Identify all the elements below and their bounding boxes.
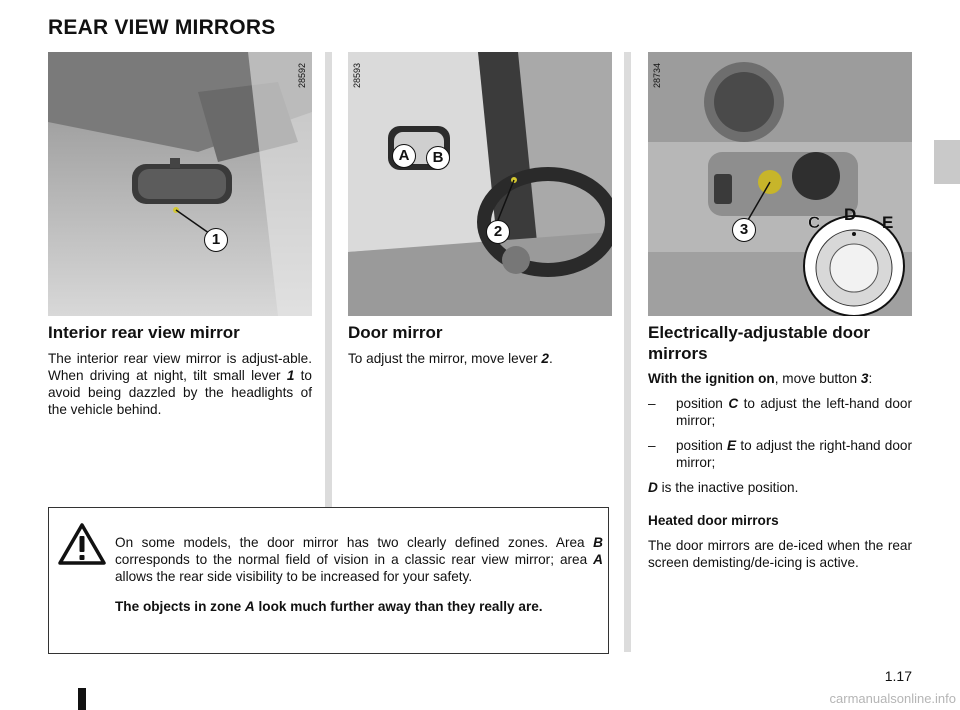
heated-mirrors-text: The door mirrors are de-iced when the rear screen demisting/de-icing is active. [648, 538, 912, 570]
area-a-ref: A [593, 551, 603, 567]
warning-text-a: On some models, the door mirror has two clearly defined zones. Area [115, 534, 594, 550]
ignition-on-label: With the ignition on [648, 371, 775, 386]
door-mirror-text [348, 350, 612, 367]
door-mirror-heading: Door mirror [348, 323, 443, 342]
heated-mirrors-heading [648, 512, 912, 529]
electric-intro-a: , move button [774, 371, 861, 386]
page-number: 1.17 [884, 668, 912, 684]
callout-2 [486, 220, 510, 244]
warning-bold-note [115, 598, 603, 615]
item-key: E [727, 438, 737, 453]
callout-1-label: 1 [211, 231, 221, 248]
position-e-label: E [882, 213, 894, 232]
item-pre: position [676, 438, 728, 453]
door-mirror-illustration [348, 52, 612, 316]
column-divider-left [325, 52, 332, 507]
position-d-label: D [844, 205, 857, 224]
watermark-text: carmanualsonline.info [829, 691, 956, 706]
bold-note-a: The objects in zone [115, 599, 245, 615]
door-lever-ref: 2 [541, 351, 549, 366]
interior-lever-ref: 1 [286, 368, 295, 383]
interior-mirror-heading: Interior rear view mirror [48, 323, 240, 342]
dash-marker: – [648, 438, 656, 453]
electric-mirror-text [648, 370, 912, 571]
warning-text-b: corresponds to the normal field of vision in a classic rear view mirror; area [115, 551, 594, 567]
callout-2-label: 2 [493, 223, 503, 240]
inactive-position-text [648, 479, 912, 496]
warning-icon [57, 522, 107, 566]
item-post: to adjust the left-hand door mirror; [676, 396, 912, 428]
zone-a-ref: A [244, 599, 255, 615]
inactive-key: D [648, 480, 658, 495]
photo-ref-28593: 28593 [352, 62, 362, 88]
callout-a-label: A [398, 147, 410, 164]
electric-intro [648, 370, 912, 387]
interior-mirror-photo [48, 52, 312, 316]
button-ref: 3 [860, 371, 869, 386]
warning-paragraph [115, 534, 603, 585]
position-c-item [648, 395, 912, 429]
inactive-text: is the inactive position. [657, 480, 799, 495]
photo-ref-28734: 28734 [652, 62, 662, 88]
electric-intro-b: : [868, 371, 873, 386]
section-tab [934, 140, 960, 184]
warning-text-c: allows the rear side visibility to be increased for your safety. [115, 568, 473, 584]
callout-3 [732, 218, 756, 242]
area-b-ref: B [593, 534, 603, 550]
interior-text-a: The interior rear view mirror is adjust-able. When driving at night, tilt small lever [48, 351, 312, 383]
mirror-control-illustration [648, 52, 912, 316]
callout-a [392, 144, 416, 168]
callout-b [426, 146, 450, 170]
warning-text [115, 520, 603, 629]
door-text-a: To adjust the mirror, move lever [348, 351, 542, 366]
electric-mirror-heading: Electrically-adjustable door mirrors [648, 323, 871, 363]
photo-ref-28592: 28592 [297, 62, 307, 88]
item-post: to adjust the right-hand door mirror; [676, 438, 912, 470]
bold-note-b: look much further away than they really are. [254, 599, 543, 615]
interior-mirror-illustration [48, 52, 312, 316]
callout-3-label: 3 [739, 221, 749, 238]
heated-heading-label: Heated door mirrors [648, 513, 779, 528]
door-text-b: . [548, 351, 553, 366]
interior-text-b: to avoid being dazzled by the headlights of the vehicle behind. [48, 368, 312, 417]
position-c-label: C [808, 213, 821, 232]
dash-marker: – [648, 396, 656, 411]
corner-marker [78, 688, 86, 710]
page-title: REAR VIEW MIRRORS [48, 16, 276, 39]
position-e-item [648, 437, 912, 471]
column-divider-right [624, 52, 631, 652]
warning-box [48, 507, 609, 654]
mirror-control-photo [648, 52, 912, 316]
callout-1 [204, 228, 228, 252]
item-pre: position [676, 396, 729, 411]
callout-b-label: B [432, 149, 444, 166]
door-mirror-photo [348, 52, 612, 316]
interior-mirror-text [48, 350, 312, 418]
item-key: C [728, 396, 739, 411]
